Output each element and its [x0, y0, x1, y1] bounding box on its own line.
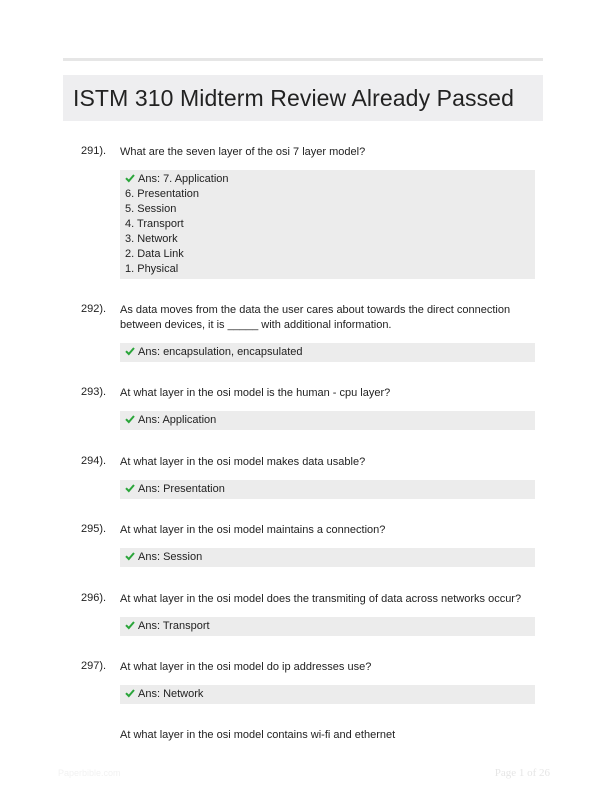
answer-line: Ans: Presentation [125, 482, 530, 497]
question-number: 291). [81, 145, 107, 157]
question-text: At what layer in the osi model maintains a connection? [120, 524, 386, 536]
page-title: ISTM 310 Midterm Review Already Passed [73, 85, 514, 111]
check-icon [125, 620, 135, 630]
answer-box [120, 411, 535, 430]
question-number: 292). [81, 303, 107, 315]
question-number: 297). [81, 660, 107, 672]
question-text: At what layer in the osi model do ip addresses use? [120, 661, 372, 673]
answer-line: Ans: Session [125, 550, 530, 565]
page-number: Page 1 of 26 [494, 767, 550, 779]
question-number: 295). [81, 523, 107, 535]
title-banner [63, 75, 543, 121]
answer-line: 2. Data Link [125, 248, 184, 260]
check-icon [125, 414, 135, 424]
check-icon [125, 483, 135, 493]
question-text: At what layer in the osi model is the human - cpu layer? [120, 387, 391, 399]
answer-box [120, 548, 535, 567]
check-icon [125, 346, 135, 356]
answer-line: 1. Physical [125, 263, 179, 275]
answer-line: Ans: encapsulation, encapsulated [125, 345, 530, 360]
answer-line: 3. Network [125, 233, 178, 245]
top-divider [63, 58, 543, 61]
answer-line: Ans: 7. Application [125, 172, 530, 187]
question-number: 296). [81, 592, 107, 604]
answer-box [120, 617, 535, 636]
check-icon [125, 688, 135, 698]
question-text: At what layer in the osi model makes data usable? [120, 456, 366, 468]
answer-line: 5. Session [125, 203, 177, 215]
question-text: What are the seven layer of the osi 7 layer model? [120, 146, 366, 158]
answer-line: Ans: Application [125, 413, 530, 428]
footer-watermark: Paperbible.com [58, 768, 121, 778]
answer-box [120, 343, 535, 362]
answer-box [120, 170, 535, 279]
answer-box [120, 480, 535, 499]
question-number: 293). [81, 386, 107, 398]
check-icon [125, 173, 135, 183]
answer-line: Ans: Network [125, 687, 530, 702]
question-text: As data moves from the data the user cares about towards the direct connection between devices, it is _____ with additional information. [120, 304, 511, 331]
answer-line: 6. Presentation [125, 188, 199, 200]
question-number: 294). [81, 455, 107, 467]
answer-line: 4. Transport [125, 218, 184, 230]
question-text: At what layer in the osi model does the transmiting of data across networks occur? [120, 593, 522, 605]
answer-box [120, 685, 535, 704]
answer-line: Ans: Transport [125, 619, 530, 634]
question-text: At what layer in the osi model contains wi-fi and ethernet [120, 729, 396, 741]
check-icon [125, 551, 135, 561]
